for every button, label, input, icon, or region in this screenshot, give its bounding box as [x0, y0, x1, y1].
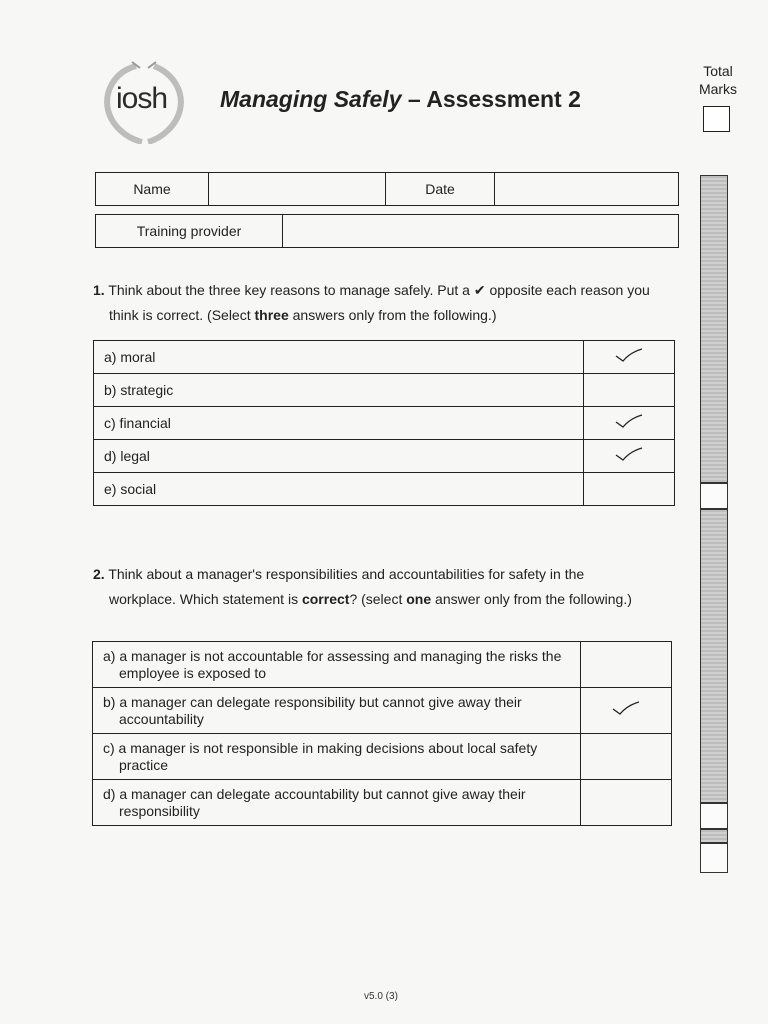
q1-option-label: a) moral [94, 341, 584, 374]
q1-answer-box[interactable] [584, 374, 675, 407]
q2-answer-box[interactable] [581, 734, 672, 780]
checkmark-icon [614, 347, 644, 365]
q1-option-row [94, 473, 675, 506]
title-assessment: Assessment 2 [426, 86, 581, 112]
q2-text-line2b: ? (select [349, 591, 407, 607]
q2-option-line1: b) a manager can delegate responsibility but cannot give away their [103, 693, 522, 710]
date-field[interactable] [495, 173, 679, 206]
q1-answer-box[interactable] [584, 440, 675, 473]
q1-text-bold: three [254, 307, 289, 323]
q1-option-label: d) legal [94, 440, 584, 473]
q1-option-label: e) social [94, 473, 584, 506]
name-date-table [95, 172, 679, 206]
q1-number: 1. [93, 282, 105, 298]
q2-option-label [93, 780, 581, 826]
title-course: Managing Safely [220, 86, 402, 112]
q2-option-line1: a) a manager is not accountable for assessing and managing the risks the [103, 647, 562, 664]
marks-column-shaded [700, 829, 728, 843]
q2-option-line1: c) a manager is not responsible in making decisions about local safety [103, 739, 538, 756]
q1-answer-box[interactable] [584, 341, 675, 374]
logo-text: iosh [116, 82, 168, 115]
q2-text-line1: Think about a manager's responsibilities and accountabilities for safety in the [104, 566, 585, 582]
total-marks-line2: Marks [698, 81, 738, 97]
q1-option-row [94, 374, 675, 407]
training-provider-table [95, 214, 679, 248]
q2-options-table [92, 641, 672, 826]
q1-option-row [94, 341, 675, 374]
q2-option-line2: practice [119, 756, 169, 773]
name-label: Name [96, 173, 209, 206]
total-marks-box[interactable] [703, 106, 730, 132]
q1-text-line1: Think about the three key reasons to manage safely. Put a ✔ opposite each reason you [104, 282, 650, 298]
q2-text-line2c: answer only from the following.) [431, 591, 632, 607]
q2-marks-box[interactable] [700, 803, 728, 829]
q2-option-label [93, 642, 581, 688]
q2-text-bold-correct: correct [301, 591, 350, 607]
training-provider-label: Training provider [96, 215, 283, 248]
q1-answer-box[interactable] [584, 473, 675, 506]
marks-column [700, 175, 730, 875]
total-marks-label [690, 62, 746, 98]
marks-column-shaded [700, 509, 728, 803]
total-marks-line1: Total [703, 63, 733, 79]
q2-answer-box[interactable] [581, 642, 672, 688]
q2-option-row [93, 734, 672, 780]
q2-option-line2: employee is exposed to [119, 664, 267, 681]
q1-marks-box[interactable] [700, 483, 728, 509]
q1-options-table [93, 340, 675, 506]
date-label: Date [386, 173, 495, 206]
title-dash: – [401, 86, 427, 112]
page-title [220, 86, 581, 113]
question-1 [93, 278, 693, 328]
q2-option-line2: responsibility [119, 802, 200, 819]
q2-answer-box[interactable] [581, 780, 672, 826]
checkmark-icon [614, 446, 644, 464]
q2-option-row [93, 780, 672, 826]
q2-option-line2: accountability [119, 710, 204, 727]
q1-option-row [94, 440, 675, 473]
q2-option-row [93, 688, 672, 734]
q1-answer-box[interactable] [584, 407, 675, 440]
q2-option-label [93, 734, 581, 780]
q1-text-line2b: answers only from the following.) [288, 307, 497, 323]
marks-box[interactable] [700, 843, 728, 873]
question-2 [93, 562, 693, 612]
q2-text-line2a: workplace. Which statement is [109, 591, 302, 607]
version-footer: v5.0 (3) [364, 991, 398, 1002]
q2-option-row [93, 642, 672, 688]
q1-option-label: b) strategic [94, 374, 584, 407]
q2-answer-box[interactable] [581, 688, 672, 734]
q2-number: 2. [93, 566, 105, 582]
q2-option-line1: d) a manager can delegate accountability but cannot give away their [103, 785, 526, 802]
q2-text-bold-one: one [406, 591, 432, 607]
q1-text-line2a: think is correct. (Select [109, 307, 255, 323]
marks-column-shaded [700, 175, 728, 483]
q1-option-label: c) financial [94, 407, 584, 440]
name-field[interactable] [209, 173, 386, 206]
checkmark-icon [614, 413, 644, 431]
q1-option-row [94, 407, 675, 440]
checkmark-icon [611, 700, 641, 718]
training-provider-field[interactable] [283, 215, 679, 248]
q2-option-label [93, 688, 581, 734]
